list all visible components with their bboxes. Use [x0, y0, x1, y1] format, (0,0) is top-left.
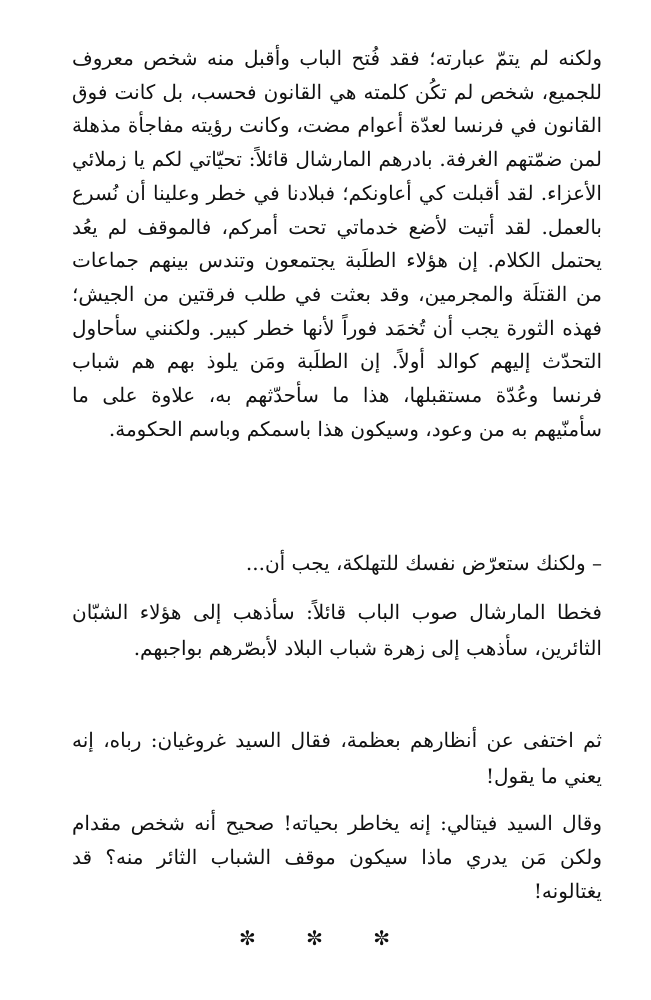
section-separator: ✼ ✼ ✼: [239, 926, 412, 950]
paragraph-text: وقال السيد فيتالي: إنه يخاطر بحياته! صحيح أنه شخص مقدام ولكن مَن يدري ماذا سيكون موقف الشباب الثائر منه؟ قد يغتالونه!: [72, 811, 602, 903]
paragraph-marshal-arrival: [72, 42, 602, 446]
paragraph-grogian-remark: [72, 722, 602, 794]
paragraph-marshal-exit: [72, 594, 602, 666]
paragraph-text: ثم اختفى عن أنظارهم بعظمة، فقال السيد غروغيان: رباه، إنه يعني ما يقول!: [72, 728, 602, 788]
paragraph-text: فخطا المارشال صوب الباب قائلاً: سأذهب إلى هؤلاء الشبّان الثائرين، سأذهب إلى زهرة شباب البلاد لأبصّرهم بواجبهم.: [72, 600, 602, 660]
paragraph-vitali-remark: [72, 806, 602, 908]
paragraph-warning-dialogue: [72, 546, 602, 580]
paragraph-text: – ولكنك ستعرّض نفسك للتهلكة، يجب أن...: [245, 551, 602, 575]
paragraph-text: ولكنه لم يتمّ عبارته؛ فقد فُتح الباب وأقبل منه شخص معروف للجميع، شخص لم تكُن كلمته هي القانون فحسب، بل كانت فوق القانون في فرنسا لعدّة أعوام مضت، وكانت رؤيته مفاجأة مذهلة لمن ضمّتهم الغرفة. بادرهم المارشال قائلاً: تحيّاتي لكم يا زملائي الأعزاء. لقد أقبلت كي أعاونكم؛ فبلادنا في خطر وعلينا أن نُسرع بالعمل. لقد أتيت لأضع خدماتي تحت أمركم، فالموقف لم يعُد يحتمل الكلام. إن هؤلاء الطلَبة يجتمعون وتندس بينهم جماعات من القتلَة والمجرمين، وقد بعثت في طلب فرقتين من الجيش؛ فهذه الثورة يجب أن تُخمَد فوراً لأنها خطر كبير. ولكنني سأحاول التحدّث إليهم كوالد أولاً. إن الطلَبة ومَن يلوذ بهم هم شباب فرنسا وعُدّة مستقبلها، هذا ما سأحدّثهم به، علاوة على ما سأمنّيهم به من وعود، وسيكون هذا باسمكم وباسم الحكومة.: [72, 46, 602, 441]
